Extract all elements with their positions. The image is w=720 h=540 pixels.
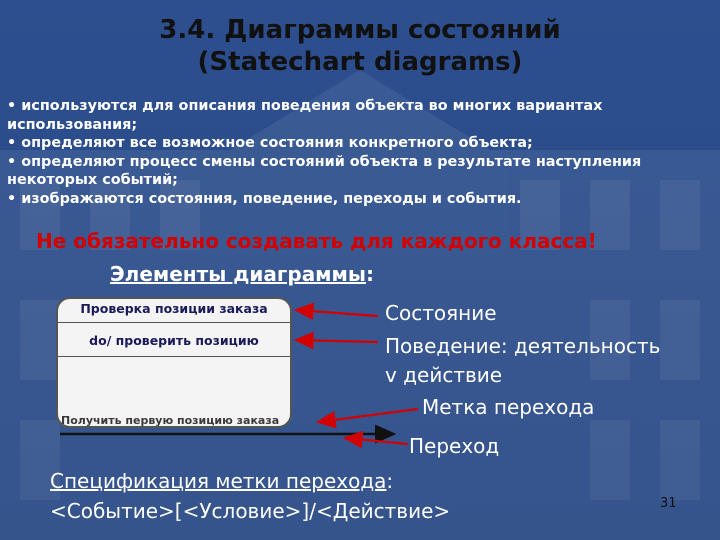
label-state: Состояние — [385, 301, 497, 325]
arrow-to-state-name — [296, 310, 378, 316]
arrow-to-transition-label — [318, 409, 418, 422]
label-transition-label: Метка перехода — [422, 395, 595, 419]
bullet-item: • используются для описания поведения объекта во многих вариантах использования; — [7, 98, 603, 133]
arrow-to-state-activity — [296, 340, 378, 342]
elements-heading-colon: : — [365, 262, 374, 286]
bullet-item: • определяют все возможное состояния конкретного объекта; — [7, 135, 533, 151]
diagram-transition-label: Получить первую позицию заказа — [61, 414, 280, 427]
spec-colon: : — [386, 469, 394, 493]
bullet-item: • определяют процесс смены состояний объекта в результате наступления некоторых событий; — [7, 153, 642, 188]
state-name: Проверка позиции заказа — [80, 301, 268, 316]
spec-heading: Спецификация метки перехода — [50, 469, 387, 493]
arrow-to-transition — [345, 438, 408, 444]
title-line-1: 3.4. Диаграммы состояний — [159, 15, 561, 45]
transition-label-spec — [50, 466, 450, 526]
spec-heading-line — [50, 466, 450, 496]
label-behavior-action: v действие — [385, 363, 503, 387]
label-behavior: Поведение: деятельность — [385, 334, 661, 358]
red-warning-note: Не обязательно создавать для каждого класса! — [36, 229, 597, 253]
label-transition: Переход — [409, 434, 500, 458]
slide-number: 31 — [660, 496, 677, 511]
title-line-2: (Statechart diagrams) — [197, 47, 523, 77]
elements-heading-text: Элементы диаграммы — [110, 262, 366, 286]
bullet-item: • изображаются состояния, поведение, переходы и события. — [7, 190, 522, 207]
state-activity: do/ проверить позицию — [89, 333, 259, 348]
spec-format: <Событие>[<Условие>]/<Действие> — [50, 499, 451, 523]
